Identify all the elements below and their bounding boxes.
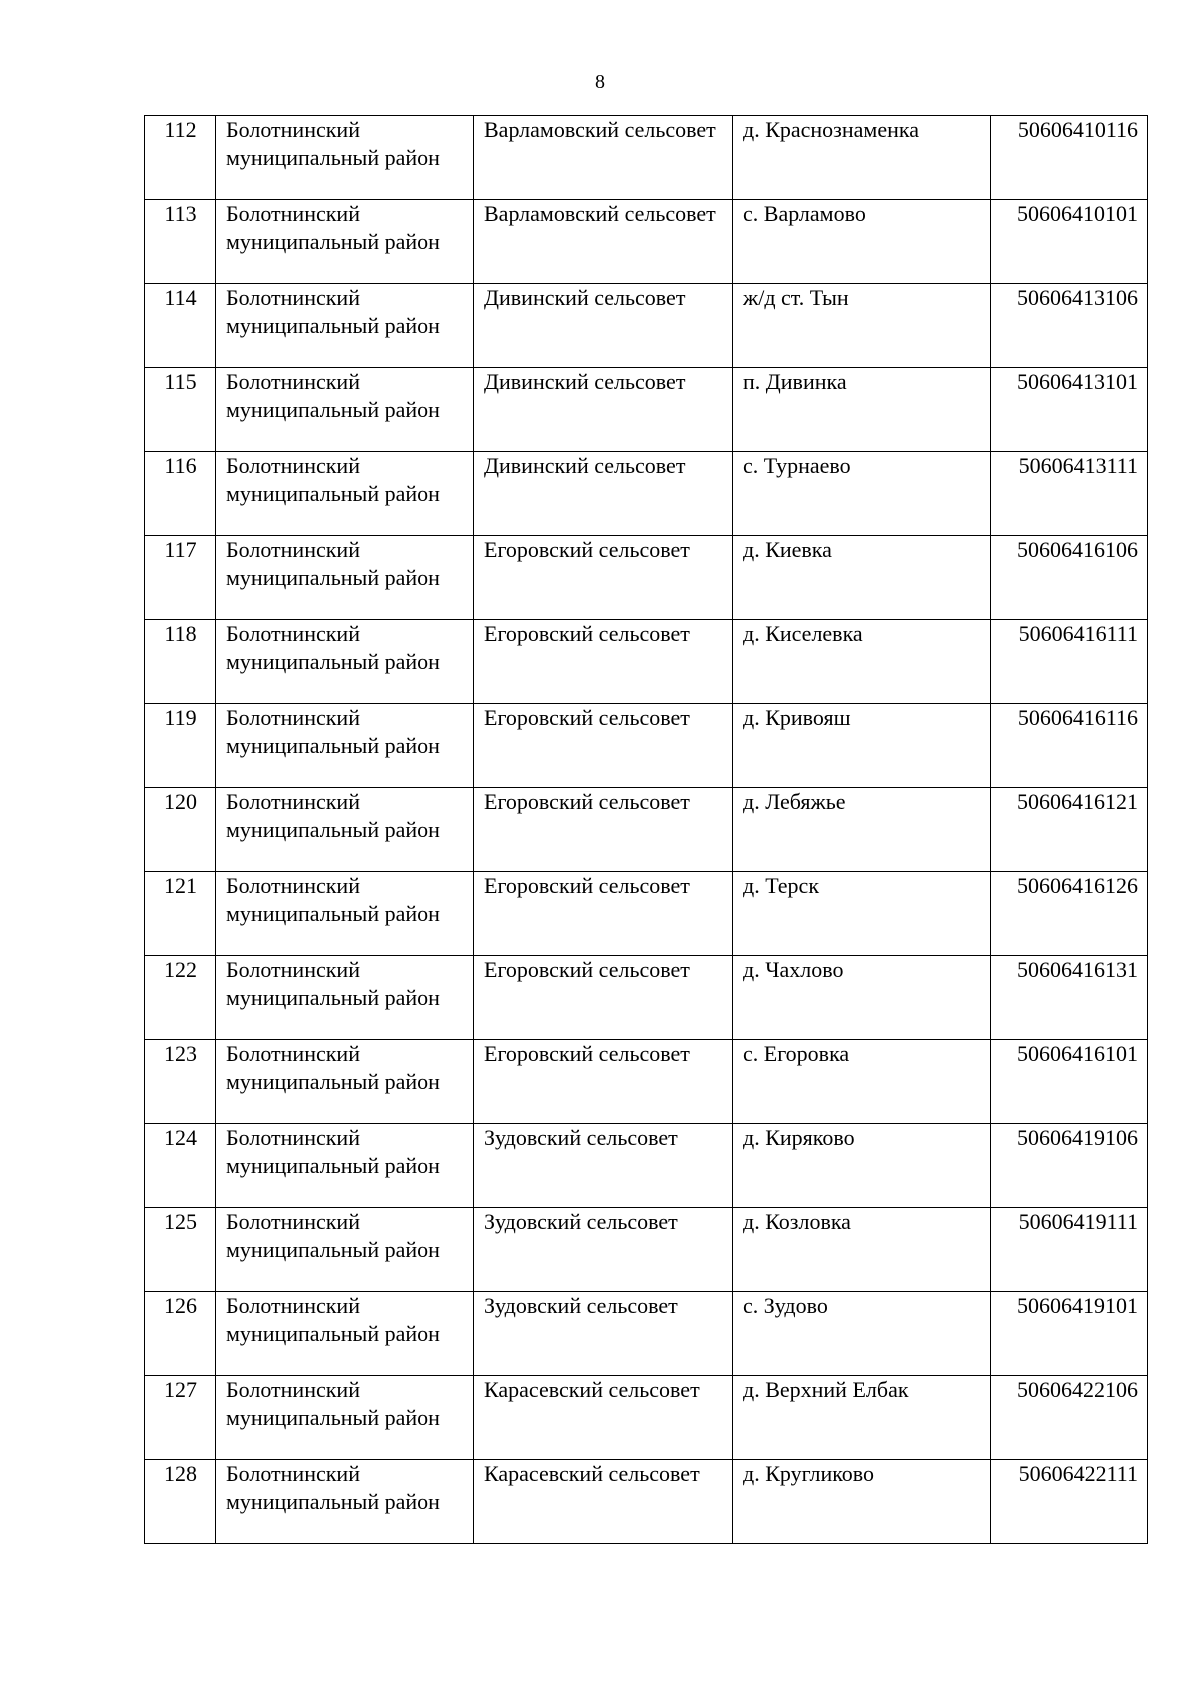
locality-cell: д. Кривояш	[733, 704, 991, 788]
district-cell: Болотнинский муниципальный район	[216, 536, 474, 620]
district-cell: Болотнинский муниципальный район	[216, 284, 474, 368]
locality-cell: с. Варламово	[733, 200, 991, 284]
table-row	[145, 452, 1148, 536]
locality-cell: д. Козловка	[733, 1208, 991, 1292]
council-cell: Егоровский сельсовет	[474, 956, 733, 1040]
oktmo-code-cell: 50606416106	[991, 536, 1148, 620]
locality-cell: д. Киряково	[733, 1124, 991, 1208]
district-cell: Болотнинский муниципальный район	[216, 788, 474, 872]
district-cell: Болотнинский муниципальный район	[216, 956, 474, 1040]
locality-cell: с. Зудово	[733, 1292, 991, 1376]
council-cell: Карасевский сельсовет	[474, 1376, 733, 1460]
row-number: 112	[145, 116, 216, 200]
table-row	[145, 1040, 1148, 1124]
district-cell: Болотнинский муниципальный район	[216, 1460, 474, 1544]
table-row	[145, 200, 1148, 284]
district-cell: Болотнинский муниципальный район	[216, 1040, 474, 1124]
table-body	[145, 116, 1148, 1544]
oktmo-code-cell: 50606410116	[991, 116, 1148, 200]
district-cell: Болотнинский муниципальный район	[216, 452, 474, 536]
table-row	[145, 704, 1148, 788]
district-cell: Болотнинский муниципальный район	[216, 116, 474, 200]
locality-cell: д. Чахлово	[733, 956, 991, 1040]
oktmo-code-cell: 50606413101	[991, 368, 1148, 452]
row-number: 122	[145, 956, 216, 1040]
district-cell: Болотнинский муниципальный район	[216, 872, 474, 956]
table-row	[145, 788, 1148, 872]
locality-cell: ж/д ст. Тын	[733, 284, 991, 368]
oktmo-code-cell: 50606416131	[991, 956, 1148, 1040]
council-cell: Егоровский сельсовет	[474, 536, 733, 620]
table-row	[145, 872, 1148, 956]
row-number: 120	[145, 788, 216, 872]
table-row	[145, 1292, 1148, 1376]
locality-cell: п. Дивинка	[733, 368, 991, 452]
locality-cell: с. Егоровка	[733, 1040, 991, 1124]
table-row	[145, 1208, 1148, 1292]
locality-cell: д. Лебяжье	[733, 788, 991, 872]
council-cell: Егоровский сельсовет	[474, 788, 733, 872]
row-number: 117	[145, 536, 216, 620]
table-row	[145, 536, 1148, 620]
council-cell: Егоровский сельсовет	[474, 1040, 733, 1124]
council-cell: Дивинский сельсовет	[474, 452, 733, 536]
oktmo-code-cell: 50606416101	[991, 1040, 1148, 1124]
row-number: 123	[145, 1040, 216, 1124]
table-row	[145, 284, 1148, 368]
page-number: 8	[595, 71, 605, 93]
district-cell: Болотнинский муниципальный район	[216, 1376, 474, 1460]
locality-cell: д. Терск	[733, 872, 991, 956]
oktmo-code-cell: 50606410101	[991, 200, 1148, 284]
table-row	[145, 1460, 1148, 1544]
row-number: 125	[145, 1208, 216, 1292]
council-cell: Егоровский сельсовет	[474, 620, 733, 704]
row-number: 115	[145, 368, 216, 452]
locality-cell: д. Кругликово	[733, 1460, 991, 1544]
council-cell: Варламовский сельсовет	[474, 116, 733, 200]
table-row	[145, 368, 1148, 452]
district-cell: Болотнинский муниципальный район	[216, 1208, 474, 1292]
table-row	[145, 620, 1148, 704]
district-cell: Болотнинский муниципальный район	[216, 200, 474, 284]
oktmo-code-cell: 50606419101	[991, 1292, 1148, 1376]
row-number: 118	[145, 620, 216, 704]
district-cell: Болотнинский муниципальный район	[216, 1124, 474, 1208]
oktmo-code-cell: 50606419106	[991, 1124, 1148, 1208]
council-cell: Егоровский сельсовет	[474, 872, 733, 956]
locality-cell: д. Киселевка	[733, 620, 991, 704]
oktmo-code-cell: 50606416126	[991, 872, 1148, 956]
oktmo-code-cell: 50606413106	[991, 284, 1148, 368]
council-cell: Дивинский сельсовет	[474, 284, 733, 368]
row-number: 114	[145, 284, 216, 368]
council-cell: Карасевский сельсовет	[474, 1460, 733, 1544]
row-number: 127	[145, 1376, 216, 1460]
row-number: 113	[145, 200, 216, 284]
council-cell: Зудовский сельсовет	[474, 1124, 733, 1208]
council-cell: Варламовский сельсовет	[474, 200, 733, 284]
row-number: 124	[145, 1124, 216, 1208]
district-cell: Болотнинский муниципальный район	[216, 1292, 474, 1376]
row-number: 128	[145, 1460, 216, 1544]
table-row	[145, 956, 1148, 1040]
oktmo-code-cell: 50606416111	[991, 620, 1148, 704]
oktmo-code-cell: 50606413111	[991, 452, 1148, 536]
oktmo-code-cell: 50606416121	[991, 788, 1148, 872]
locality-cell: д. Верхний Елбак	[733, 1376, 991, 1460]
table-row	[145, 1124, 1148, 1208]
district-cell: Болотнинский муниципальный район	[216, 704, 474, 788]
locality-cell: с. Турнаево	[733, 452, 991, 536]
district-cell: Болотнинский муниципальный район	[216, 620, 474, 704]
row-number: 126	[145, 1292, 216, 1376]
row-number: 116	[145, 452, 216, 536]
locality-cell: д. Краснознаменка	[733, 116, 991, 200]
table-row	[145, 116, 1148, 200]
row-number: 119	[145, 704, 216, 788]
district-cell: Болотнинский муниципальный район	[216, 368, 474, 452]
table-row	[145, 1376, 1148, 1460]
council-cell: Дивинский сельсовет	[474, 368, 733, 452]
oktmo-code-cell: 50606422111	[991, 1460, 1148, 1544]
oktmo-code-cell: 50606416116	[991, 704, 1148, 788]
council-cell: Зудовский сельсовет	[474, 1292, 733, 1376]
row-number: 121	[145, 872, 216, 956]
council-cell: Егоровский сельсовет	[474, 704, 733, 788]
oktmo-code-cell: 50606422106	[991, 1376, 1148, 1460]
locality-cell: д. Киевка	[733, 536, 991, 620]
settlements-table	[144, 115, 1148, 1544]
council-cell: Зудовский сельсовет	[474, 1208, 733, 1292]
oktmo-code-cell: 50606419111	[991, 1208, 1148, 1292]
